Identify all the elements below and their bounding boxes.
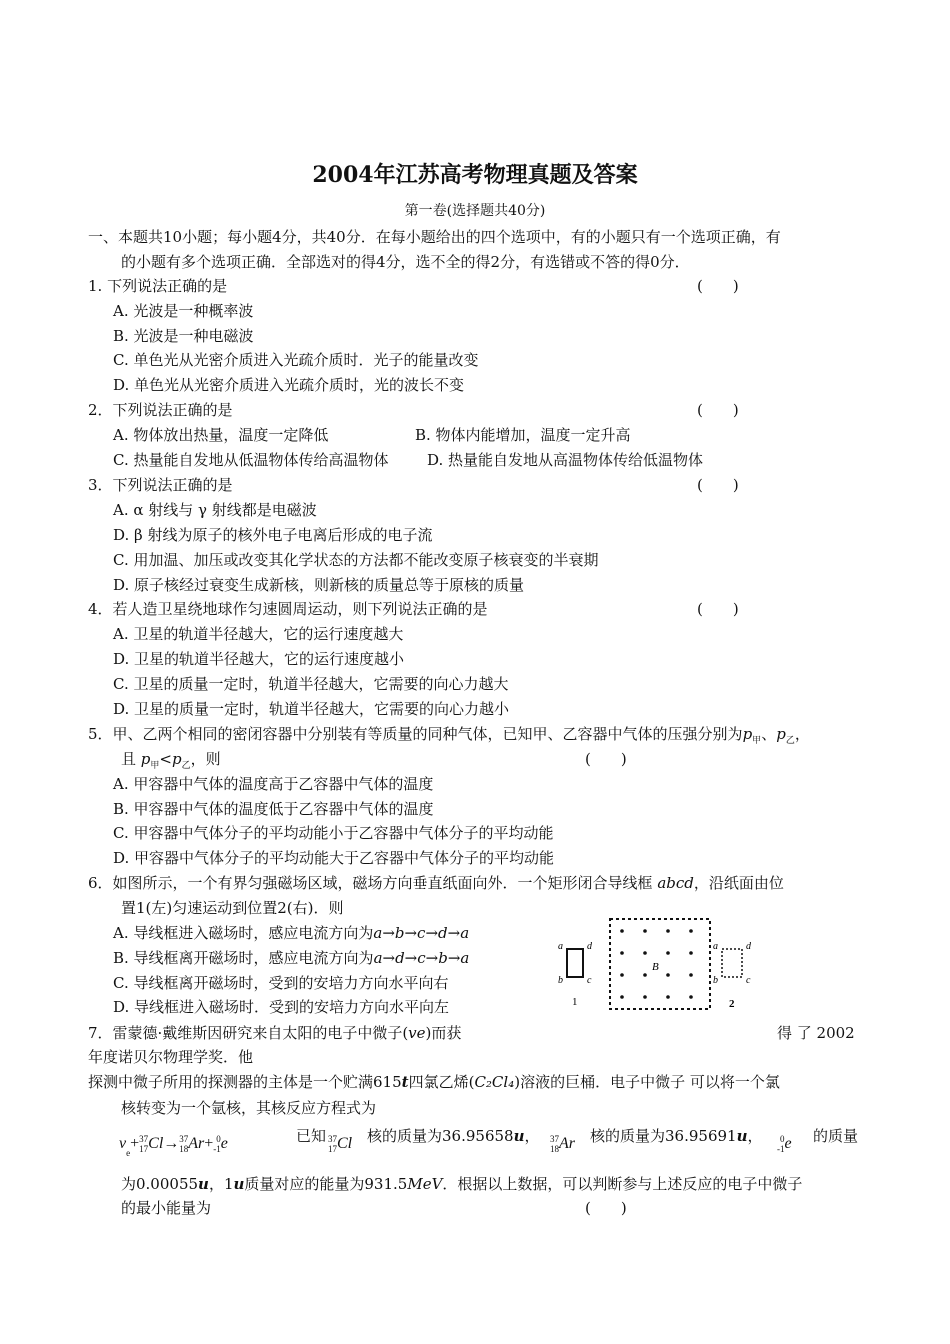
q7-stem-right: 得 了 2002: [777, 1024, 855, 1042]
q7-stem-line-2: 年度诺贝尔物理学奖．他: [88, 1048, 254, 1066]
q4-stem: 4．若人造卫星绕地球作匀速圆周运动，则下列说法正确的是: [88, 600, 488, 618]
electron-nuclide: 0 -1 e: [777, 1134, 792, 1155]
q1-answer-blank: ( ): [697, 277, 739, 295]
loop1-label-b: b: [558, 975, 563, 986]
q7-stem: 7．雷蒙德·戴维斯因研究来自太阳的电子中微子(ve)而获: [88, 1024, 462, 1042]
q7-known-label: 已知: [296, 1127, 327, 1145]
chlorine-nuclide: 37 17 Cl: [328, 1134, 353, 1155]
q4-option-a: A. 卫星的轨道半径越大，它的运行速度越大: [113, 625, 404, 643]
q6-magnetic-field-figure: [550, 913, 770, 1013]
nuclear-reaction-equation: $\nu_e+$ 37 17 Cl→ 37 18 Ar+ 0 -1 e: [119, 1134, 228, 1159]
electron-mass-label: 的质量: [813, 1127, 859, 1145]
q1-option-b: B. 光波是一种电磁波: [113, 327, 254, 345]
q6-option-c: C. 导线框离开磁场时，受到的安培力方向水平向右: [113, 974, 449, 992]
q7-answer-blank: ( ): [585, 1199, 627, 1217]
q3-option-d: D. 原子核经过衰变生成新核，则新核的质量总等于原核的质量: [113, 576, 525, 594]
position-1-label: 1: [572, 996, 578, 1008]
q6-stem: 6．如图所示，一个有界匀强磁场区域，磁场方向垂直纸面向外．一个矩形闭合导线框 abcd，沿纸面由位: [88, 874, 784, 892]
instructions-line-1: 一、本题共10小题；每小题4分，共40分．在每小题给出的四个选项中，有的小题只有一个选项正确，有: [88, 228, 781, 246]
q4-option-b: D. 卫星的轨道半径越大，它的运行速度越小: [113, 650, 405, 668]
loop1-label-c: c: [587, 975, 592, 986]
q6-option-d: D. 导线框进入磁场时．受到的安培力方向水平向左: [113, 998, 450, 1016]
q1-option-c: C. 单色光从光密介质进入光疏介质时．光子的能量改变: [113, 351, 479, 369]
q5-stem-line-2: 且 $p_甲<p_乙$，则: [121, 750, 221, 771]
loop2-label-d: d: [746, 941, 751, 952]
q5-option-d: D. 甲容器中气体分子的平均动能大于乙容器中气体分子的平均动能: [113, 849, 555, 867]
q2-answer-blank: ( ): [697, 401, 739, 419]
q6-stem-line-2: 置1(左)匀速运动到位置2(右)．则: [121, 899, 344, 917]
q2-option-b: B. 物体内能增加，温度一定升高: [415, 426, 631, 444]
section-heading: 第一卷(选择题共40分): [404, 203, 546, 219]
q3-option-c: C. 用加温、加压或改变其化学状态的方法都不能改变原子核衰变的半衰期: [113, 551, 599, 569]
q2-option-c: C. 热量能自发地从低温物体传给高温物体: [113, 451, 389, 469]
q3-option-b: D. β 射线为原子的核外电子电离后形成的电子流: [113, 526, 433, 544]
q1-option-d: D. 单色光从光密介质进入光疏介质时，光的波长不变: [113, 376, 465, 394]
q5-option-b: B. 甲容器中气体的温度低于乙容器中气体的温度: [113, 800, 434, 818]
argon-mass: 核的质量为36.95691u，: [590, 1127, 763, 1145]
page-title: 2004年江苏高考物理真题及答案: [312, 162, 638, 188]
loop2-label-c: c: [746, 975, 751, 986]
q4-option-d: D. 卫星的质量一定时，轨道半径越大，它需要的向心力越小: [113, 700, 510, 718]
q3-option-a: A. α 射线与 γ 射线都是电磁波: [113, 501, 317, 519]
q4-answer-blank: ( ): [697, 600, 739, 618]
field-label-b: B: [652, 961, 659, 973]
q2-option-a: A. 物体放出热量，温度一定降低: [113, 426, 329, 444]
q7-stem-line-4: 核转变为一个氩核，其核反应方程式为: [121, 1099, 377, 1117]
q5-stem: 5．甲、乙两个相同的密闭容器中分别装有等质量的同种气体，已知甲、乙容器中气体的压强分别为$p_甲$、$p_乙$，: [88, 725, 810, 746]
q2-option-d: D. 热量能自发地从高温物体传给低温物体: [427, 451, 704, 469]
q3-stem: 3．下列说法正确的是: [88, 476, 233, 494]
loop-position-1: [567, 949, 583, 977]
chlorine-mass: 核的质量为36.95658u，: [367, 1127, 540, 1145]
q7-stem-line-6: 为0.00055u，1u质量对应的能量为931.5MeV．根据以上数据，可以判断参与上述反应的电子中微子: [121, 1175, 803, 1193]
position-2-label: 2: [729, 998, 735, 1010]
instructions-line-2: 的小题有多个选项正确．全部选对的得4分，选不全的得2分，有选错或不答的得0分．: [121, 253, 690, 271]
loop1-label-a: a: [558, 941, 563, 952]
magnetic-field-region: [610, 919, 710, 1009]
q1-stem: 1. 下列说法正确的是: [88, 277, 228, 295]
argon-nuclide: 37 18 Ar: [550, 1134, 575, 1155]
loop-position-2: [722, 949, 742, 977]
q5-option-c: C. 甲容器中气体分子的平均动能小于乙容器中气体分子的平均动能: [113, 824, 554, 842]
loop2-label-b: b: [713, 975, 718, 986]
q5-answer-blank: ( ): [585, 750, 627, 768]
q3-answer-blank: ( ): [697, 476, 739, 494]
q1-option-a: A. 光波是一种概率波: [113, 302, 254, 320]
q7-stem-line-7: 的最小能量为: [121, 1199, 212, 1217]
loop1-label-d: d: [587, 941, 592, 952]
q7-stem-line-3: 探测中微子所用的探测器的主体是一个贮满615t四氯乙烯(C₂Cl₄)溶液的巨桶．电子中微子 可以将一个氯: [88, 1073, 780, 1091]
q5-option-a: A. 甲容器中气体的温度高于乙容器中气体的温度: [113, 775, 434, 793]
q6-option-a: A. 导线框进入磁场时，感应电流方向为a→b→c→d→a: [113, 924, 470, 942]
q4-option-c: C. 卫星的质量一定时，轨道半径越大，它需要的向心力越大: [113, 675, 509, 693]
q2-stem: 2．下列说法正确的是: [88, 401, 233, 419]
loop2-label-a: a: [713, 941, 718, 952]
q6-option-b: B. 导线框离开磁场时，感应电流方向为a→d→c→b→a: [113, 949, 470, 967]
